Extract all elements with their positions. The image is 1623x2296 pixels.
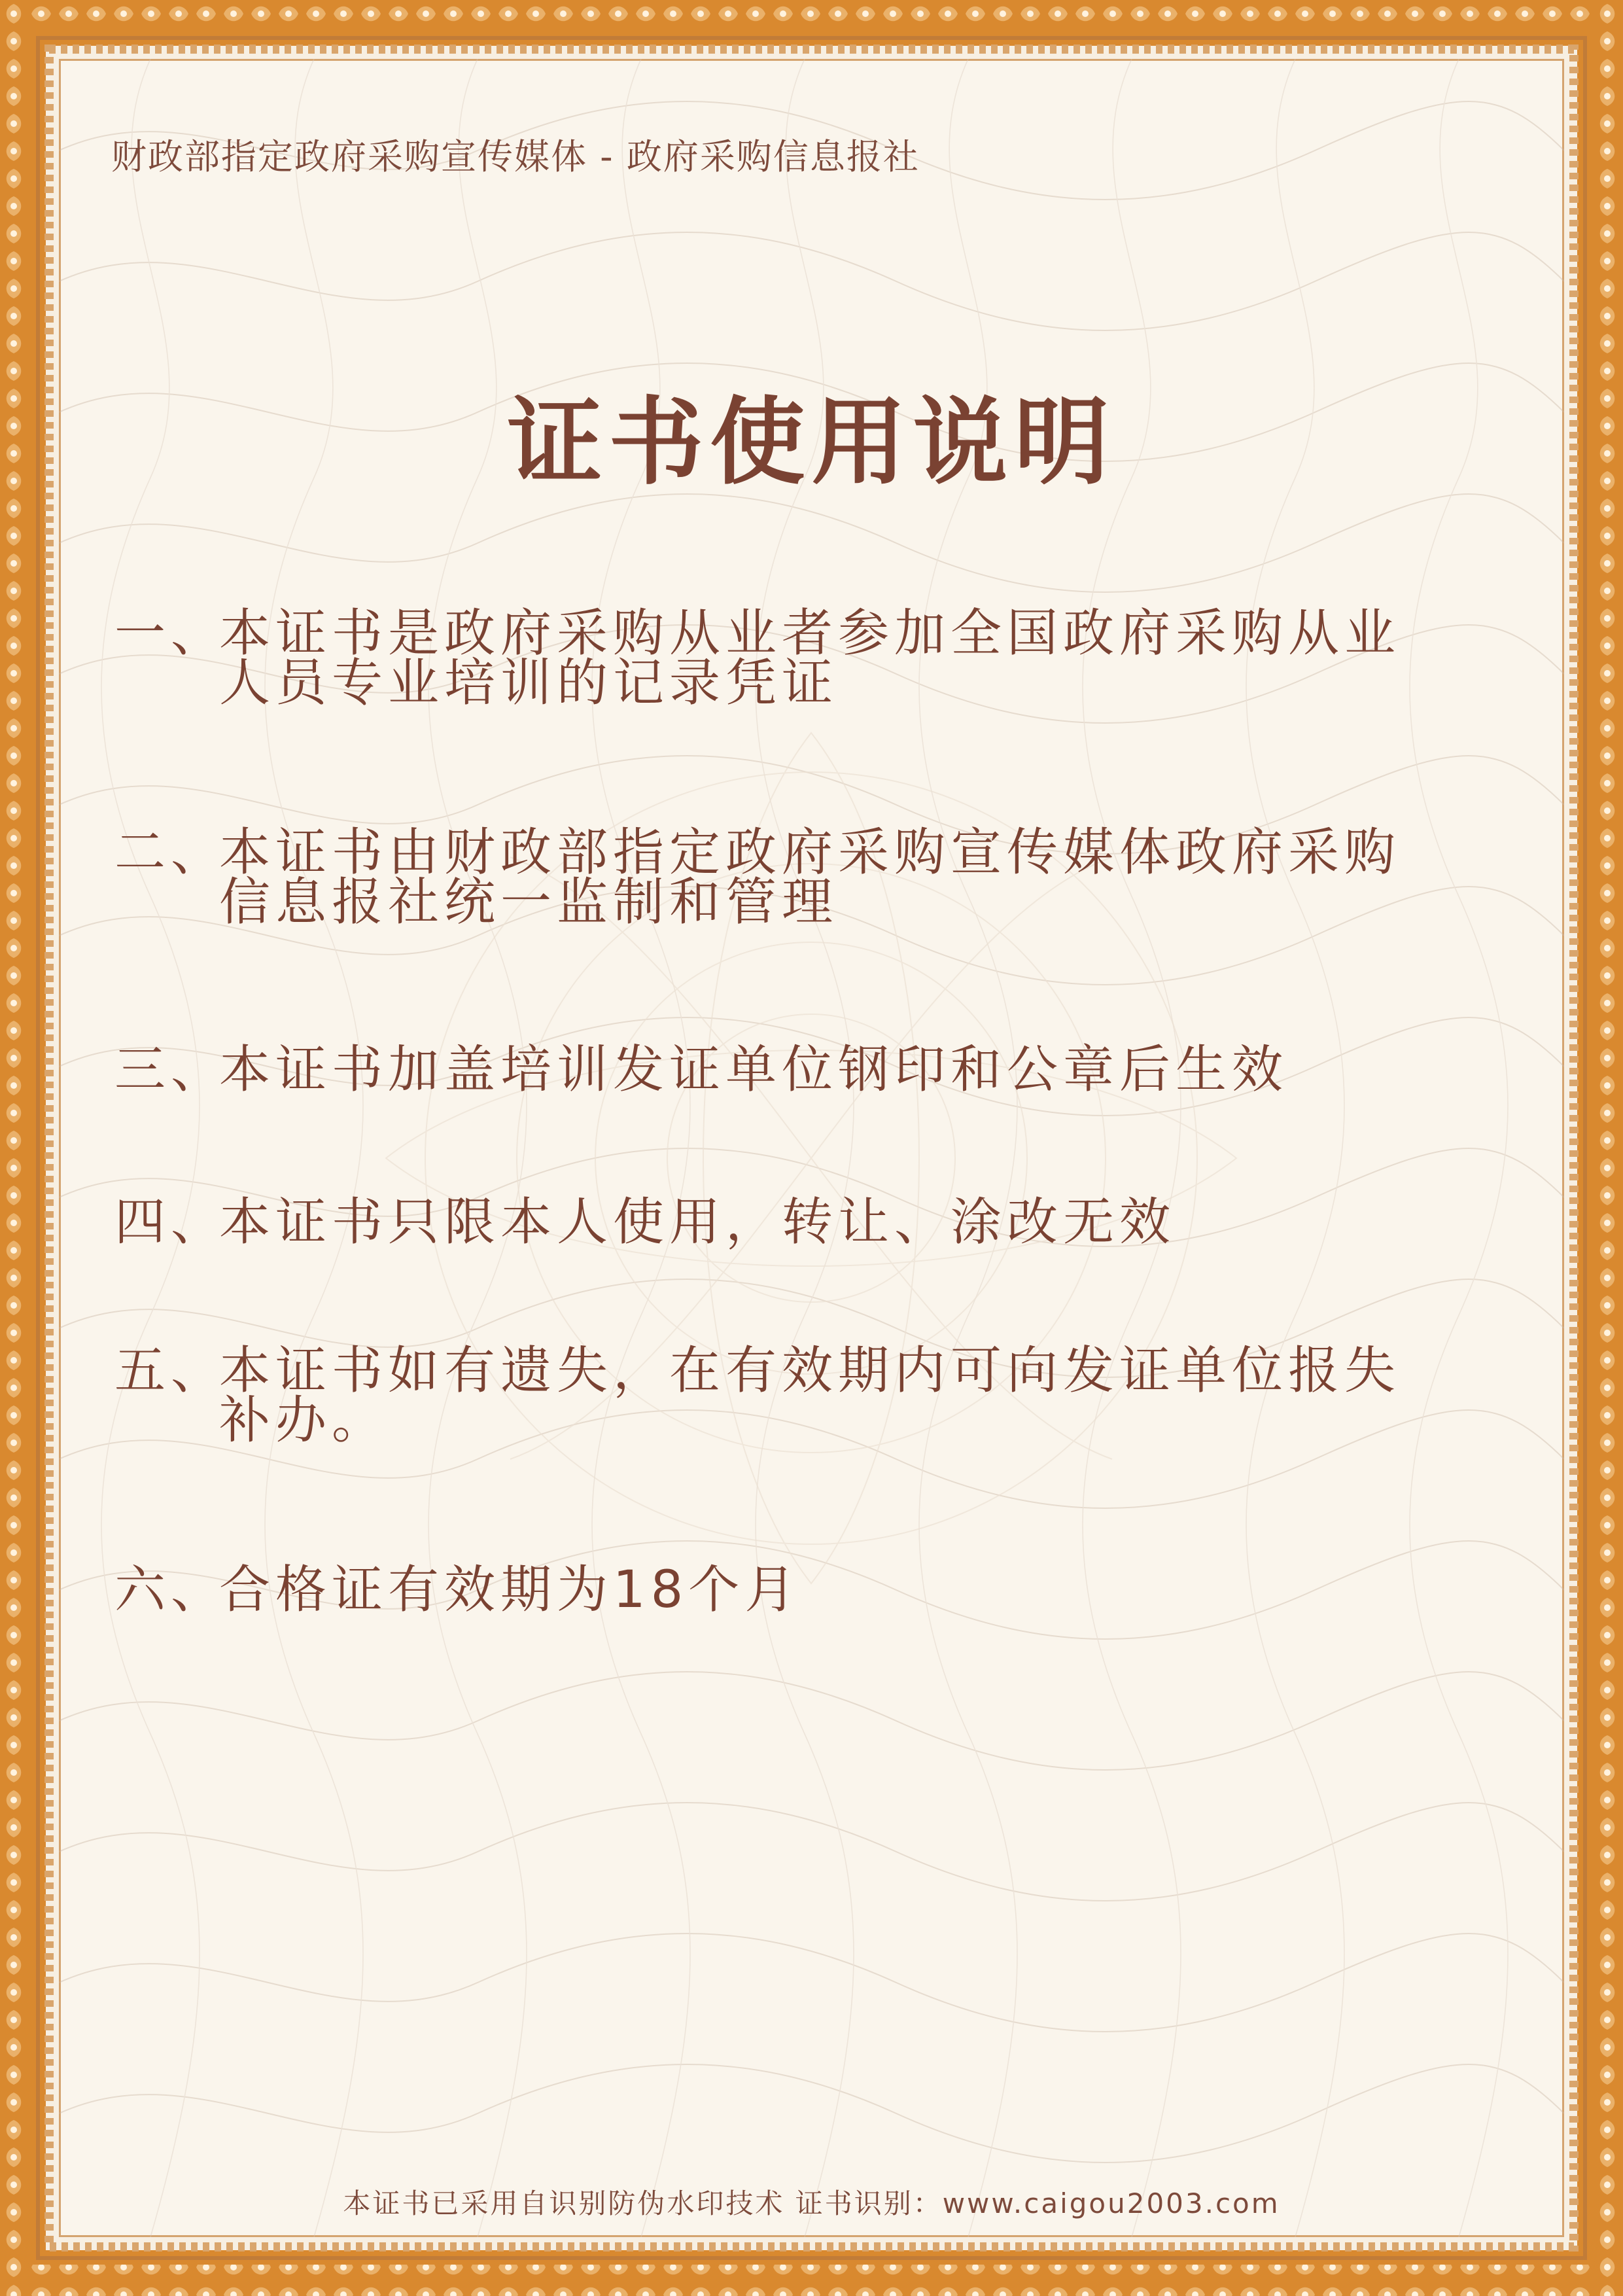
instruction-item-2: [114, 823, 1449, 932]
item-text: 本证书加盖培训发证单位钢印和公章后生效: [219, 1040, 1289, 1099]
instruction-item-4: [114, 1193, 1449, 1252]
item-marker: 三、: [114, 1040, 228, 1099]
item-marker: 四、: [114, 1193, 228, 1252]
item-marker: 六、: [114, 1561, 228, 1619]
instruction-item-3: [114, 1040, 1449, 1099]
anti-counterfeit-footer: 本证书已采用自识别防伪水印技术 证书识别：www.caigou2003.com: [343, 2187, 1280, 2219]
item-text: 本证书只限本人使用，转让、涂改无效: [219, 1193, 1176, 1252]
issuer-header: 财政部指定政府采购宣传媒体 - 政府采购信息报社: [111, 136, 920, 177]
instruction-item-1: [114, 604, 1449, 713]
instruction-item-5: [114, 1341, 1449, 1450]
page-title: 证书使用说明: [507, 387, 1116, 498]
item-marker: 一、: [114, 604, 228, 663]
item-text: 本证书是政府采购从业者参加全国政府采购从业人员专业培训的记录凭证: [219, 604, 1401, 713]
item-text: 合格证有效期为18个月: [219, 1561, 801, 1619]
item-marker: 二、: [114, 823, 228, 882]
item-text: 本证书由财政部指定政府采购宣传媒体政府采购信息报社统一监制和管理: [219, 823, 1401, 932]
item-marker: 五、: [114, 1341, 228, 1400]
instruction-item-6: [114, 1561, 1449, 1619]
item-text: 本证书如有遗失，在有效期内可向发证单位报失补办。: [219, 1341, 1401, 1450]
